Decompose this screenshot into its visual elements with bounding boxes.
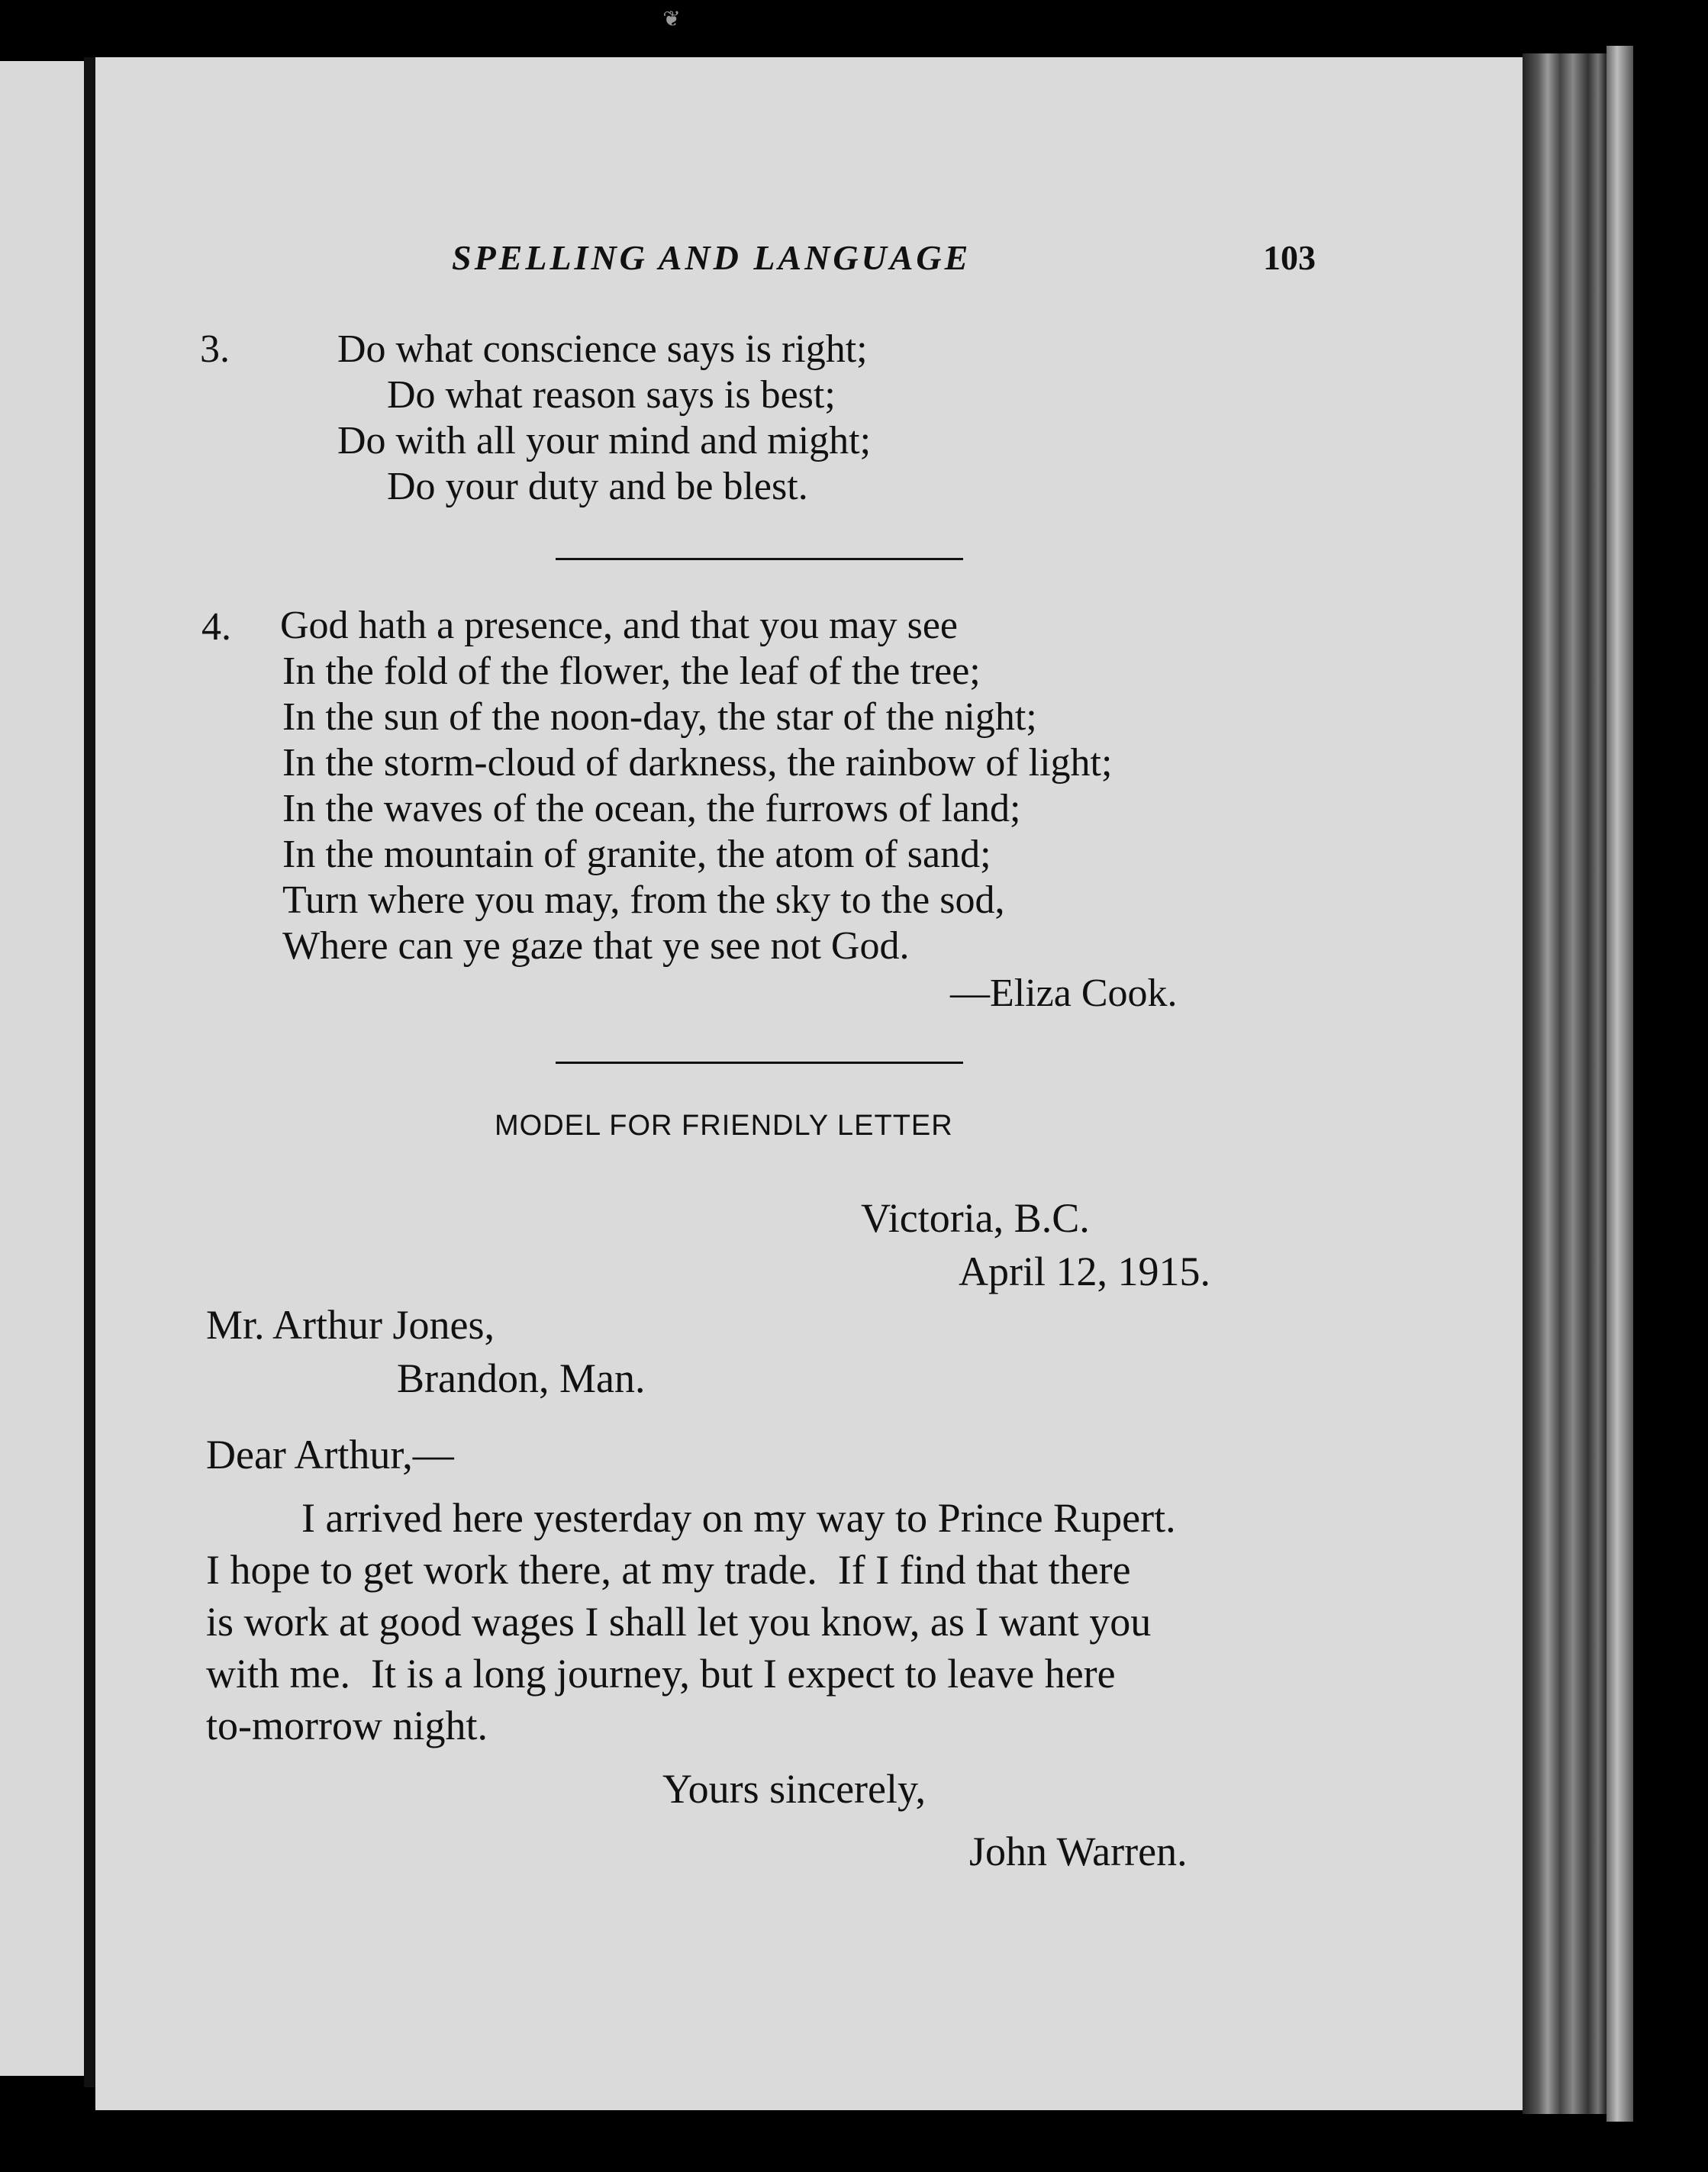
poem-attribution: —Eliza Cook.: [950, 972, 1178, 1015]
running-title: SPELLING AND LANGUAGE: [452, 238, 972, 277]
letter-body-line: I hope to get work there, at my trade. If I find that there: [206, 1547, 1131, 1593]
addressee-name: Mr. Arthur Jones,: [206, 1302, 495, 1348]
page-edge-strip: [1606, 46, 1633, 2122]
letter-salutation: Dear Arthur,—: [206, 1432, 454, 1478]
letter-caption: MODEL FOR FRIENDLY LETTER: [495, 1110, 953, 1142]
letter-signature: John Warren.: [969, 1829, 1188, 1874]
stanza-3-line: Do with all your mind and might;: [337, 419, 872, 462]
stanza-4-line: In the waves of the ocean, the furrows of land;: [282, 787, 1021, 830]
stanza-4-line: In the fold of the flower, the leaf of the tree;: [282, 649, 981, 693]
letter-date: April 12, 1915.: [959, 1249, 1210, 1294]
letter-body-line: with me. It is a long journey, but I expect to leave here: [206, 1651, 1116, 1697]
letter-body-line: to-morrow night.: [206, 1703, 488, 1748]
letter-place: Victoria, B.C.: [861, 1195, 1090, 1241]
stanza-4-line: God hath a presence, and that you may see: [280, 604, 959, 647]
addressee-place: Brandon, Man.: [397, 1355, 646, 1401]
stanza-4-number: 4.: [201, 605, 231, 649]
stanza-3-line: Do your duty and be blest.: [387, 465, 808, 508]
stanza-4-line: Where can ye gaze that ye see not God.: [282, 924, 910, 968]
letter-closing: Yours sincerely,: [662, 1766, 926, 1812]
stanza-4-line: Turn where you may, from the sky to the sod,: [282, 878, 1005, 922]
stanza-4-line: In the sun of the noon-day, the star of the night;: [282, 695, 1037, 739]
book-binding: [1523, 53, 1606, 2114]
stanza-4-line: In the mountain of granite, the atom of sand;: [282, 833, 991, 876]
facing-page-edge: [0, 61, 84, 2076]
stanza-3-number: 3.: [200, 327, 230, 371]
section-divider: [556, 1062, 963, 1064]
stanza-3-line: Do what reason says is best;: [387, 373, 836, 417]
page-number: 103: [1263, 238, 1316, 277]
section-divider: [556, 558, 963, 560]
letter-body-line: is work at good wages I shall let you know, as I want you: [206, 1599, 1152, 1645]
stanza-3-line: Do what conscience says is right;: [337, 327, 868, 371]
letter-body-line: I arrived here yesterday on my way to Prince Rupert.: [301, 1495, 1176, 1541]
stanza-4-line: In the storm-cloud of darkness, the rainbow of light;: [282, 741, 1113, 785]
top-ornament-icon: ❦: [662, 6, 681, 31]
